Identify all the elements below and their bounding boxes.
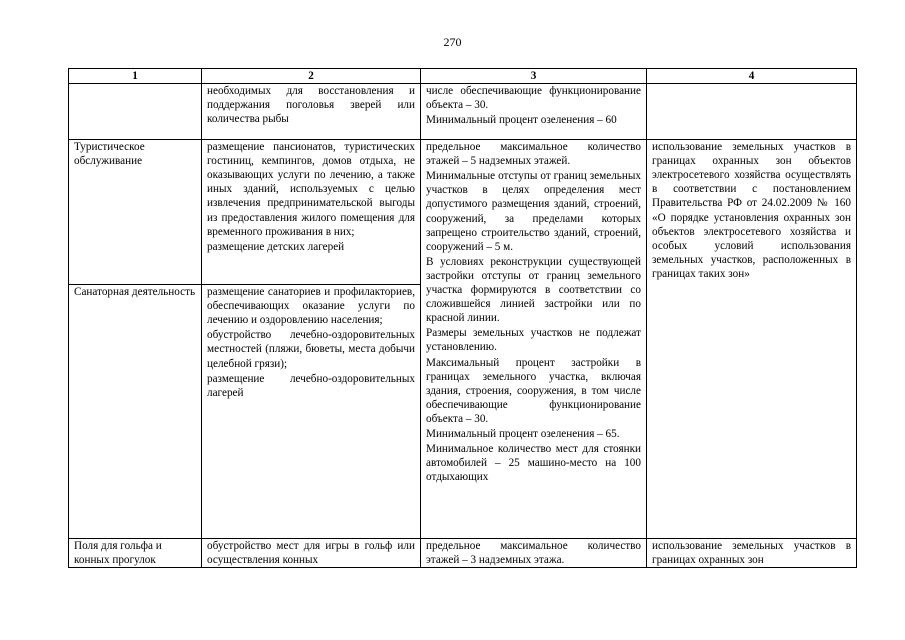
cell-text: Минимальное количество мест для стоянки автомобилей – 25 машино-место на 100 отдыхающих — [426, 443, 641, 484]
header-col-3: 3 — [421, 69, 647, 84]
cell-text: размещение лечебно-оздоровительных лагерей — [207, 372, 415, 399]
cell-parameters — [421, 539, 647, 568]
cell-use-description — [202, 140, 421, 285]
cell-use-description — [202, 84, 421, 140]
table-row — [69, 539, 857, 568]
cell-restrictions — [647, 84, 857, 140]
cell-text: обустройство лечебно-оздоровительных местностей (пляжи, бюветы, места добычи целебной грязи); — [207, 329, 415, 370]
table-row — [69, 140, 857, 285]
cell-text: необходимых для восстановления и поддержания поголовья зверей или количества рыбы — [207, 85, 415, 126]
cell-text: размещение детских лагерей — [207, 240, 345, 253]
cell-text: размещение санаториев и профилакториев, обеспечивающих оказание услуги по лечению и оздоровлению населения; — [207, 286, 415, 327]
cell-use-type — [69, 84, 202, 140]
zoning-table — [68, 68, 857, 568]
cell-text: числе обеспечивающие функционирование объекта – 30. — [426, 85, 641, 112]
cell-text: размещение пансионатов, туристических гостиниц, кемпингов, домов отдыха, не оказывающих услуги по лечению, а также иных зданий, используемых с целью извлечения предпринимательской выгоды из предоставления жилого помещения для временного проживания в них; — [207, 141, 415, 238]
header-col-1: 1 — [69, 69, 202, 84]
table-row — [69, 84, 857, 140]
cell-use-type: Санаторная деятельность — [69, 285, 202, 539]
cell-restrictions — [647, 140, 857, 539]
cell-text: Минимальные отступы от границ земельных участков в целях определения мест допустимого размещения зданий, строений, сооружений, за пределами которых запрещено строительство зданий, строений, сооружений – 5 м. — [426, 170, 641, 253]
header-col-4: 4 — [647, 69, 857, 84]
header-row — [69, 69, 857, 84]
cell-parameters — [421, 84, 647, 140]
cell-text: предельное максимальное количество этажей – 3 надземных этажа. — [426, 540, 641, 567]
cell-use-type: Туристическое обслуживание — [69, 140, 202, 285]
cell-restrictions — [647, 539, 857, 568]
cell-use-description — [202, 285, 421, 539]
page-number: 270 — [443, 35, 462, 49]
cell-use-type: Поля для гольфа и конных прогулок — [69, 539, 202, 568]
cell-text: Размеры земельных участков не подлежат установлению. — [426, 327, 641, 354]
cell-text: В условиях реконструкции существующей застройки отступы от границ земельного участка формируются в соответствии со сложившейся линией застройки или по красной линии. — [426, 255, 641, 325]
cell-text: использование земельных участков в границах охранных зон объектов электросетевого хозяйства осуществлять в соответствии с постановлением Правительства РФ от 24.02.2009 № 160 «О порядке установления охранных зон объектов электросетевого хозяйства и особых условий использования земельных участков, расположенных в границах таких зон» — [652, 141, 851, 280]
cell-text: обустройство мест для игры в гольф или осуществления конных — [207, 540, 415, 567]
cell-parameters — [421, 140, 647, 539]
cell-text: предельное максимальное количество этажей – 5 надземных этажей. — [426, 141, 641, 168]
cell-text: Максимальный процент застройки в границах земельного участка, включая здания, строения, сооружения, в том числе обеспечивающие функционирование объекта – 30. — [426, 356, 641, 425]
cell-text: Минимальный процент озеленения – 65. — [426, 427, 620, 440]
cell-text: использование земельных участков в границах охранных зон — [652, 540, 851, 567]
cell-use-description — [202, 539, 421, 568]
cell-text: Минимальный процент озеленения – 60 — [426, 114, 617, 127]
header-col-2: 2 — [202, 69, 421, 84]
